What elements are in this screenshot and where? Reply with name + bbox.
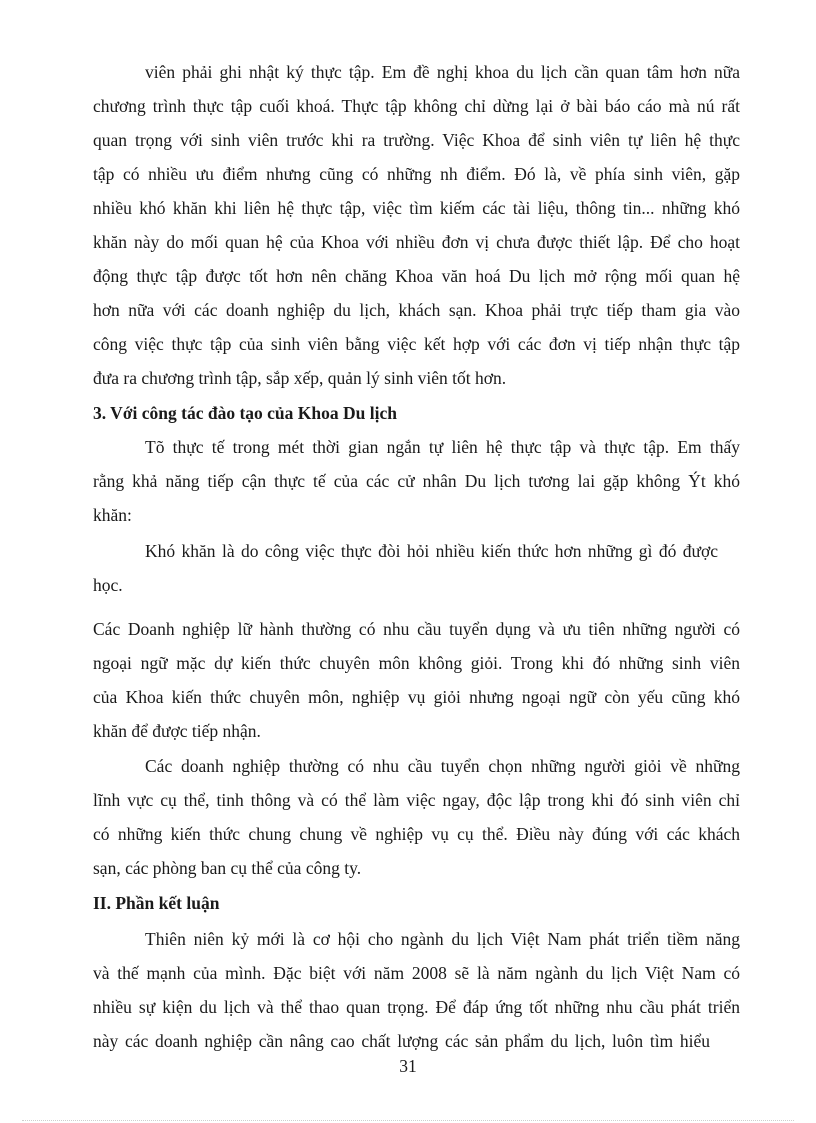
text-line: này các doanh nghiệp cần nâng cao chất lượng các sản phẩm du lịch, luôn tìm hiểu: [93, 1031, 710, 1051]
page-number: 31: [399, 1056, 417, 1076]
text-line: Thiên niên kỷ mới là cơ hội cho ngành du lịch Việt Nam phát triển tiềm năng: [145, 929, 740, 949]
text-line: công việc thực tập của sinh viên bằng việc kết hợp với các đơn vị tiếp nhận thực tập: [93, 334, 740, 354]
text-line: tập có nhiều ưu điểm nhưng cũng có những nh điểm. Đó là, về phía sinh viên, gặp: [93, 164, 740, 184]
text-line: sạn, các phòng ban cụ thể của công ty.: [93, 858, 362, 878]
text-line: viên phải ghi nhật ký thực tập. Em đề nghị khoa du lịch cần quan tâm hơn nữa: [145, 62, 740, 82]
text-line: khăn này do mối quan hệ của Khoa với nhiều đơn vị chưa được thiết lập. Để cho hoạt: [93, 232, 740, 252]
text-line: khăn để được tiếp nhận.: [93, 721, 261, 741]
text-line: động thực tập được tốt hơn nên chăng Khoa văn hoá Du lịch mở rộng mối quan hệ: [93, 266, 740, 286]
section-heading-conclusion: II. Phần kết luận: [93, 893, 220, 913]
text-line: khăn:: [93, 505, 132, 525]
text-line: hơn nữa với các doanh nghiệp du lịch, khách sạn. Khoa phải trực tiếp tham gia vào: [93, 300, 740, 320]
text-line: Các Doanh nghiệp lữ hành thường có nhu cầu tuyển dụng và ưu tiên những người có: [93, 619, 740, 639]
text-line: học.: [93, 575, 123, 595]
text-line: lĩnh vực cụ thể, tinh thông và có thể làm việc ngay, độc lập trong khi đó sinh viên chỉ: [93, 790, 740, 810]
text-line: có những kiến thức chung chung về nghiệp vụ cụ thể. Điều này đúng với các khách: [93, 824, 740, 844]
text-line: quan trọng với sinh viên trước khi ra trường. Việc Khoa để sinh viên tự liên hệ thực: [93, 130, 740, 150]
text-line: đưa ra chương trình tập, sắp xếp, quản lý sinh viên tốt hơn.: [93, 368, 507, 388]
text-line: nhiều sự kiện du lịch và thể thao quan trọng. Để đáp ứng tốt những nhu cầu phát triển: [93, 997, 740, 1017]
text-line: Tõ thực tế trong mét thời gian ngắn tự liên hệ thực tập và thực tập. Em thấy: [145, 437, 740, 457]
text-line: Các doanh nghiệp thường có nhu cầu tuyển chọn những người giỏi về những: [145, 756, 740, 776]
section-heading-training: 3. Với công tác đào tạo của Khoa Du lịch: [93, 403, 397, 423]
text-line: rằng khả năng tiếp cận thực tế của các cử nhân Du lịch tương lai gặp không Ýt khó: [93, 471, 740, 491]
text-line: Khó khăn là do công việc thực đòi hỏi nhiều kiến thức hơn những gì đó được: [145, 541, 718, 561]
text-line: chương trình thực tập cuối khoá. Thực tập không chỉ dừng lại ở bài báo cáo mà nú rất: [93, 96, 740, 116]
text-line: nhiều khó khăn khi liên hệ thực tập, việc tìm kiếm các tài liệu, thông tin... những khó: [93, 198, 740, 218]
page-bottom-divider: [22, 1120, 794, 1121]
text-line: ngoại ngữ mặc dự kiến thức chuyên môn không giỏi. Trong khi đó những sinh viên: [93, 653, 740, 673]
text-line: của Khoa kiến thức chuyên môn, nghiệp vụ giỏi nhưng ngoại ngữ còn yếu cũng khó: [93, 687, 740, 707]
text-line: và thế mạnh của mình. Đặc biệt với năm 2008 sẽ là năm ngành du lịch Việt Nam có: [93, 963, 740, 983]
